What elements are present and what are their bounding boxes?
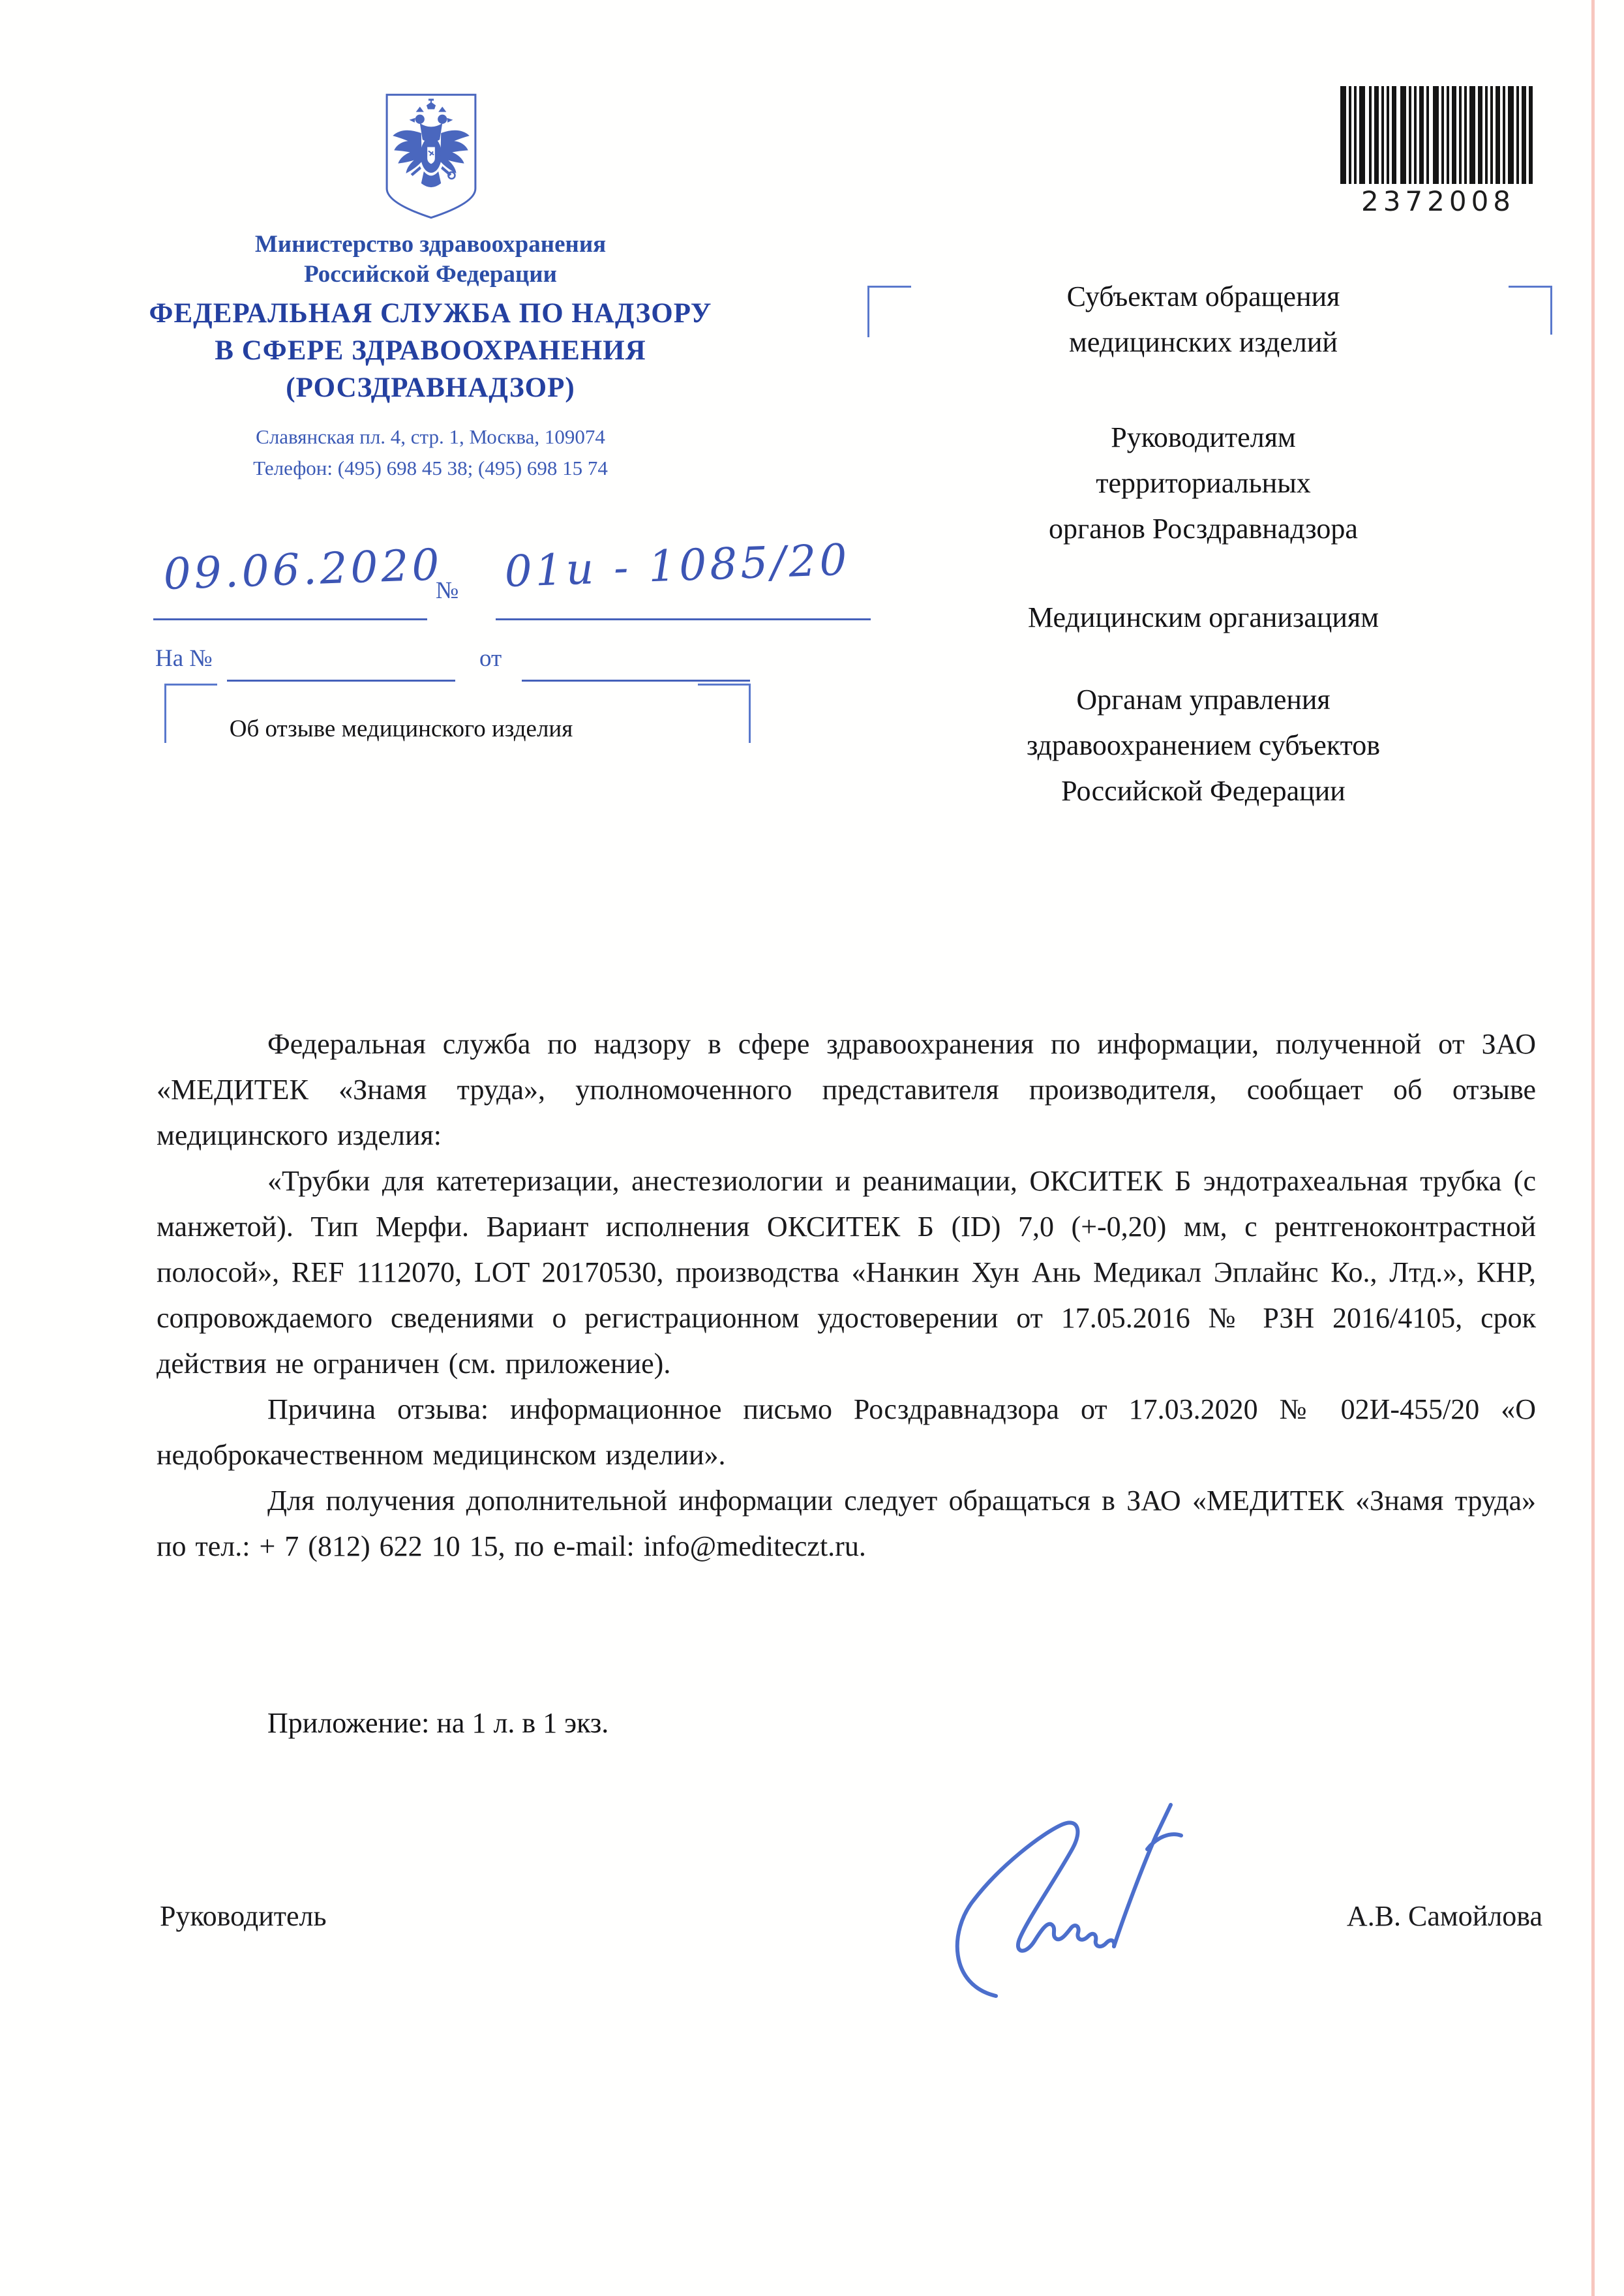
- service-name-line2: В СФЕРЕ ЗДРАВООХРАНЕНИЯ: [215, 335, 646, 366]
- ministry-name: [104, 230, 757, 290]
- corner-bracket-stamp-right: [698, 684, 751, 743]
- reply-number-underline: [227, 680, 455, 682]
- body-paragraph-2: «Трубки для катетеризации, анестезиологии и реанимации, ОКСИТЕК Б эндотрахеальная трубка (с манжетой). Тип Мерфи. Вариант исполнения ОКСИТЕК Б (ID) 7,0 (+-0,20) мм, с рентгеноконтрастной полосой», REF 1112070, LOT 20170530, производства «Нанкин Хун Ань Медикал Эплайнс Ко., Лтд.», КНР, сопровождаемого сведениями о регистрационном удостоверении от 17.05.2016 № РЗН 2016/4105, срок действия не ограничен (см. приложение).: [157, 1165, 1536, 1380]
- outgoing-number-handwritten: 01и - 1085/20: [504, 534, 851, 597]
- ministry-name-line2: Российской Федерации: [304, 261, 557, 288]
- number-underline: [496, 618, 871, 620]
- addressee-line: территориальных: [1096, 467, 1311, 499]
- service-name-line3: (РОСЗДРАВНАДЗОР): [286, 372, 575, 403]
- barcode-number: 2372008: [1361, 185, 1516, 217]
- outgoing-date-handwritten: 09.06.2020: [162, 539, 444, 599]
- service-name: [91, 295, 770, 406]
- body-paragraph-1: Федеральная служба по надзору в сфере здравоохранения по информации, полученной от ЗАО «МЕДИТЕК «Знамя труда», уполномоченного представителя производителя, сообщает об отзыве медицинского изделия:: [157, 1028, 1536, 1151]
- signer-title: Руководитель: [160, 1900, 327, 1932]
- coat-of-arms-icon: [382, 91, 481, 222]
- date-underline: [153, 618, 427, 620]
- addressee-line: органов Росздравнадзора: [1049, 513, 1358, 545]
- reply-from-label: от: [479, 645, 502, 672]
- reply-number-label: На №: [155, 645, 213, 672]
- addressee-line: Субъектам обращения: [1066, 280, 1340, 312]
- letter-body: [157, 1021, 1536, 1569]
- addressee-line: медицинских изделий: [1069, 326, 1338, 358]
- service-name-line1: ФЕДЕРАЛЬНАЯ СЛУЖБА ПО НАДЗОРУ: [149, 298, 712, 329]
- barcode-bars-icon: [1340, 86, 1536, 184]
- addressee-group-3: [854, 595, 1552, 641]
- org-address: Славянская пл. 4, стр. 1, Москва, 109074: [256, 425, 605, 448]
- addressee-line: Российской Федерации: [1061, 775, 1346, 807]
- number-sign: №: [436, 577, 459, 604]
- addressee-line: Медицинским организациям: [1027, 601, 1379, 633]
- reply-date-underline: [522, 680, 750, 682]
- body-paragraph-3: Причина отзыва: информационное письмо Росздравнадзора от 17.03.2020 № 02И-455/20 «О недоброкачественном медицинском изделии».: [157, 1393, 1536, 1471]
- addressee-line: Руководителям: [1111, 421, 1296, 453]
- addressee-group-4: [854, 677, 1552, 814]
- scan-artifact-line: [1591, 0, 1595, 2296]
- ministry-name-line1: Министерство здравоохранения: [254, 231, 607, 258]
- signer-name: А.В. Самойлова: [1346, 1900, 1542, 1932]
- barcode: [1338, 86, 1538, 217]
- subject-line: Об отзыве медицинского изделия: [229, 716, 573, 742]
- addressee-line: Органам управления: [1076, 684, 1331, 716]
- body-paragraph-4: Для получения дополнительной информации следует обращаться в ЗАО «МЕДИТЕК «Знамя труда» по тел.: + 7 (812) 622 10 15, по e-mail: info@mediteczt.ru.: [157, 1485, 1536, 1562]
- addressee-group-1: [854, 274, 1552, 365]
- org-phone: Телефон: (495) 698 45 38; (495) 698 15 74: [253, 457, 608, 479]
- handwritten-signature-icon: [923, 1797, 1229, 2019]
- addressee-group-2: [854, 415, 1552, 552]
- attachment-line: Приложение: на 1 л. в 1 экз.: [267, 1707, 609, 1739]
- addressee-line: здравоохранением субъектов: [1026, 729, 1381, 761]
